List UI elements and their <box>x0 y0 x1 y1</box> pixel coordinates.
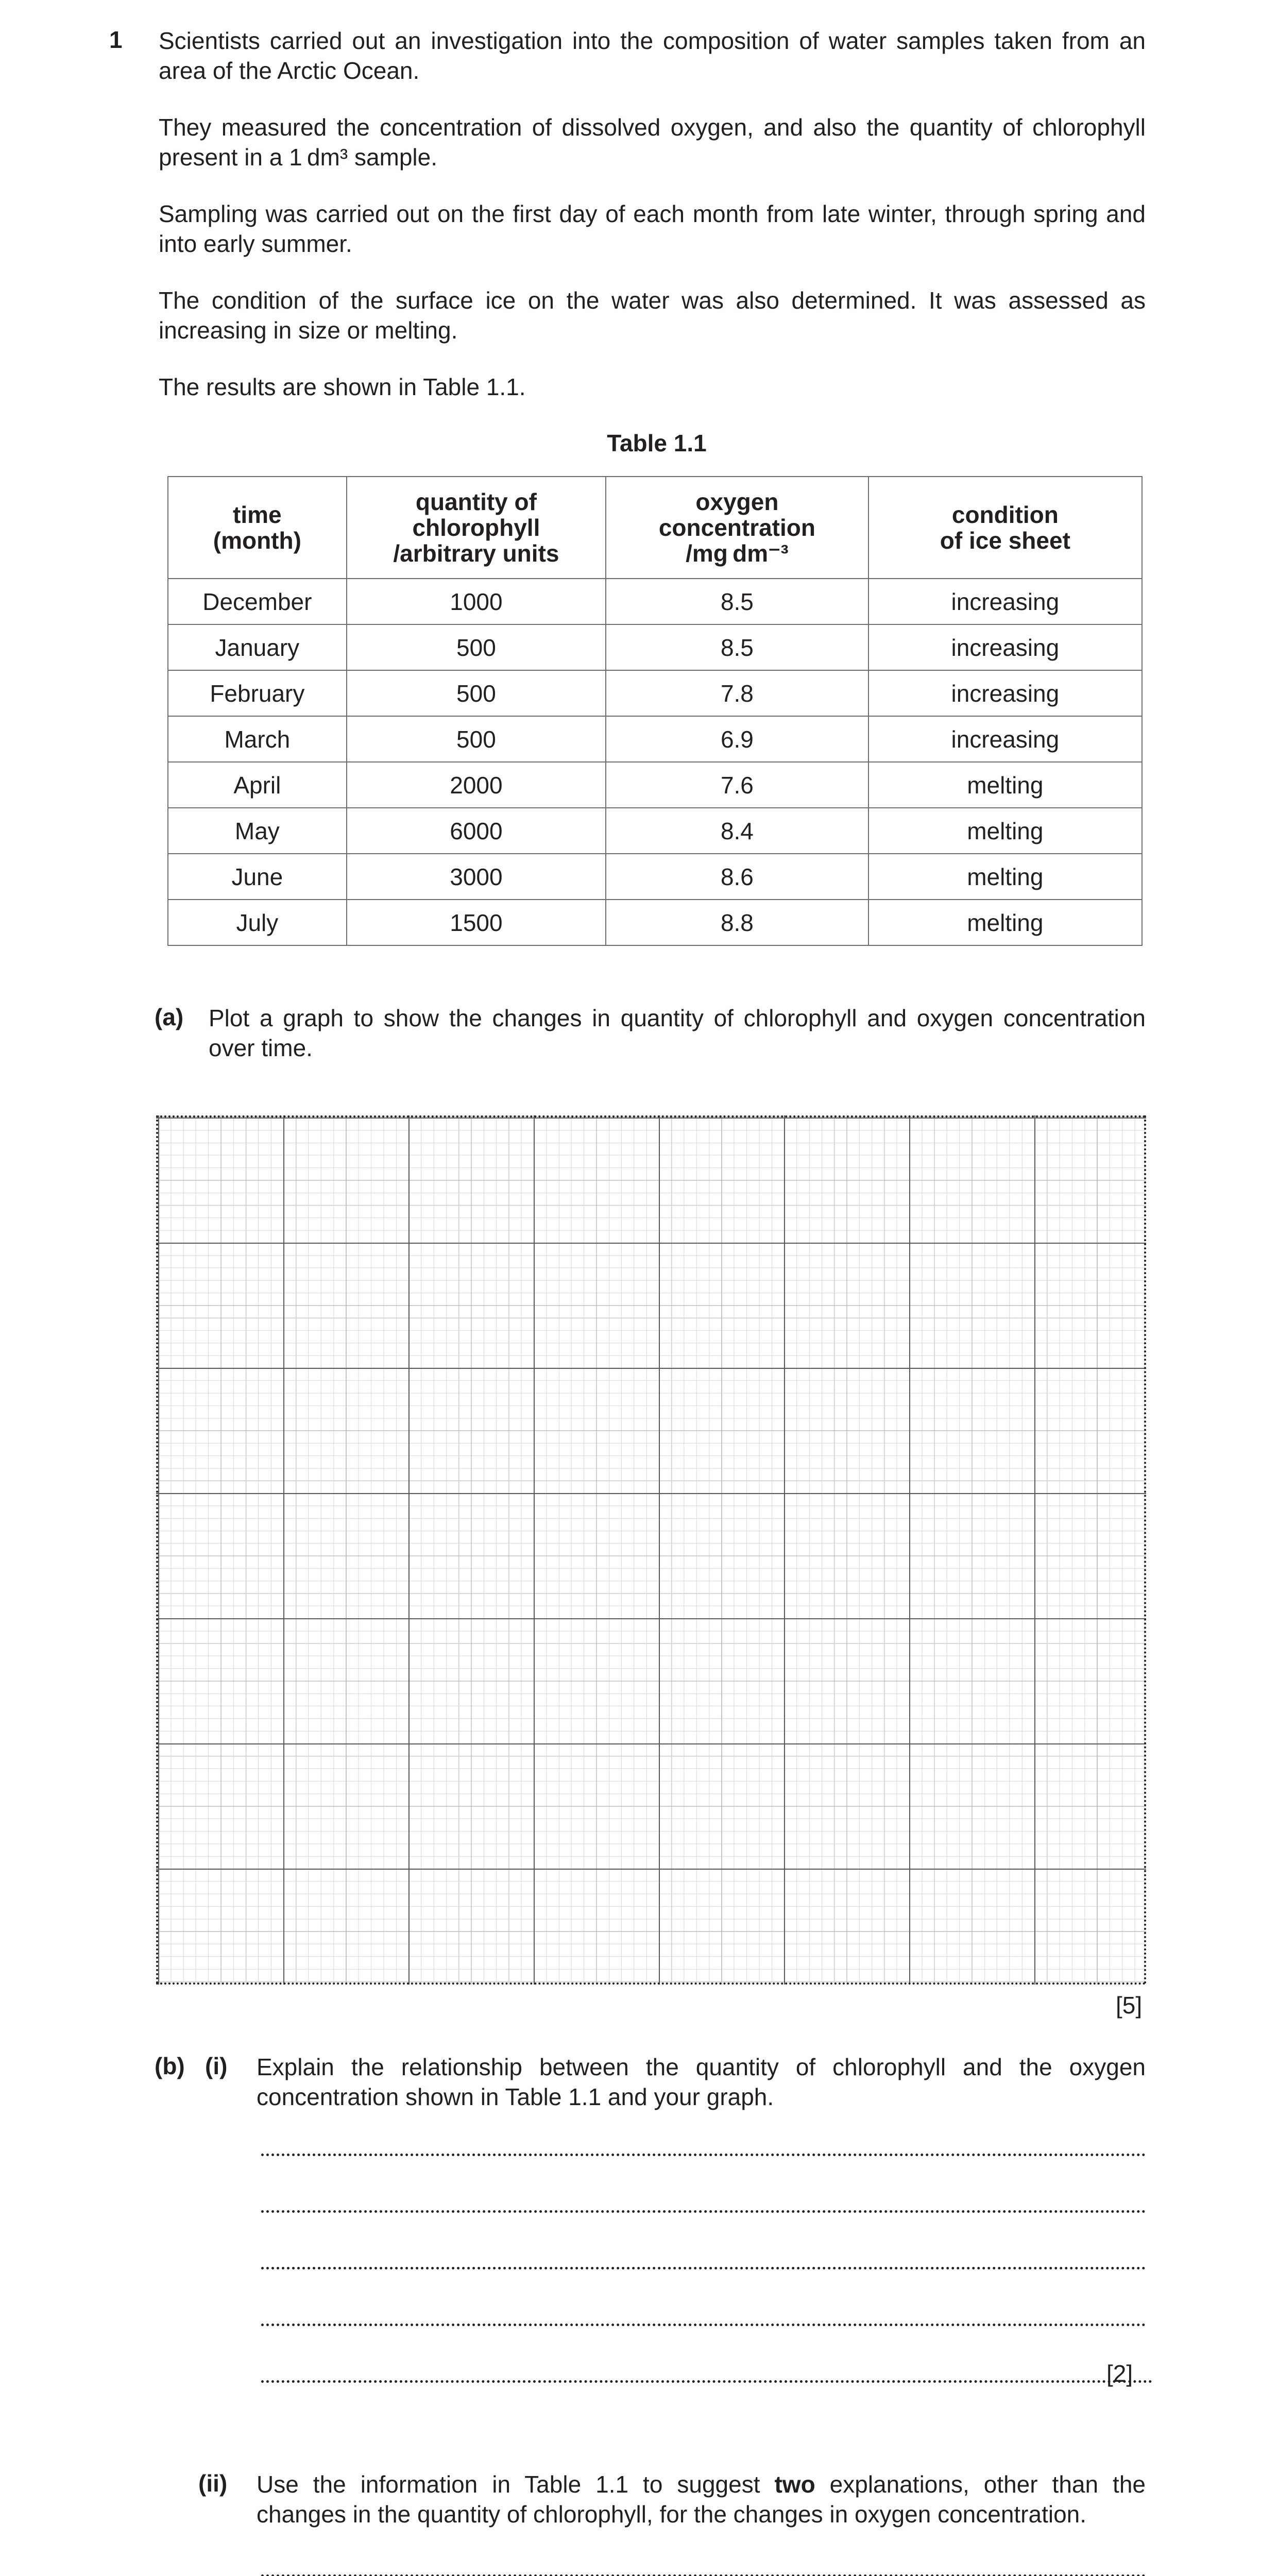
part-b-ii-label: (ii) <box>198 2470 228 2497</box>
cell-oxygen: 8.6 <box>606 854 868 900</box>
cell-ice: increasing <box>868 624 1142 670</box>
answer-line[interactable] <box>261 2154 1146 2156</box>
cell-chlorophyll: 3000 <box>347 854 606 900</box>
table-row <box>168 716 1142 762</box>
answer-line[interactable] <box>261 2380 1152 2383</box>
answer-line[interactable] <box>261 2324 1146 2326</box>
header-time: time (month) <box>168 477 347 579</box>
table-caption: Table 1.1 <box>607 430 707 456</box>
table-row <box>168 854 1142 900</box>
header-ice-condition: condition of ice sheet <box>868 477 1142 579</box>
cell-ice: increasing <box>868 716 1142 762</box>
cell-month: May <box>168 808 347 854</box>
answer-line[interactable] <box>261 2267 1146 2269</box>
cell-chlorophyll: 2000 <box>347 762 606 808</box>
results-table <box>167 476 1143 946</box>
cell-month: July <box>168 900 347 945</box>
cell-ice: melting <box>868 854 1142 900</box>
cell-month: April <box>168 762 347 808</box>
table-row <box>168 624 1142 670</box>
cell-oxygen: 7.6 <box>606 762 868 808</box>
cell-oxygen: 6.9 <box>606 716 868 762</box>
intro-paragraph-1: Scientists carried out an investigation into the composition of water samples taken from an area of the Arctic Ocean. <box>159 27 1146 84</box>
table-row <box>168 762 1142 808</box>
table-row <box>168 670 1142 716</box>
intro-paragraph-4: The condition of the surface ice on the water was also determined. It was assessed as increasing in size or melting. <box>159 287 1146 344</box>
intro-paragraph-2: They measured the concentration of dissolved oxygen, and also the quantity of chlorophyll present in a 1 dm³ sample. <box>159 114 1146 171</box>
part-b-ii-text: Use the information in Table 1.1 to suggest two explanations, other than the changes in the quantity of chlorophyll, for the changes in oxygen concentration. <box>257 2471 1146 2528</box>
cell-oxygen: 8.8 <box>606 900 868 945</box>
cell-ice: melting <box>868 762 1142 808</box>
answer-line[interactable] <box>261 2210 1146 2213</box>
cell-chlorophyll: 6000 <box>347 808 606 854</box>
intro-paragraph-3: Sampling was carried out on the first day of each month from late winter, through spring and into early summer. <box>159 200 1146 257</box>
table-row <box>168 579 1142 624</box>
question-number: 1 <box>109 26 123 53</box>
cell-month: December <box>168 579 347 624</box>
part-b-i-label: (i) <box>205 2053 228 2079</box>
cell-month: February <box>168 670 347 716</box>
cell-chlorophyll: 500 <box>347 716 606 762</box>
header-chlorophyll: quantity of chlorophyll /arbitrary units <box>347 477 606 579</box>
cell-ice: melting <box>868 900 1142 945</box>
intro-paragraph-5: The results are shown in Table 1.1. <box>159 374 526 400</box>
table-row <box>168 900 1142 945</box>
part-a-marks: [5] <box>1116 1992 1143 2019</box>
cell-chlorophyll: 1500 <box>347 900 606 945</box>
cell-ice: increasing <box>868 670 1142 716</box>
cell-oxygen: 8.5 <box>606 624 868 670</box>
cell-chlorophyll: 1000 <box>347 579 606 624</box>
cell-oxygen: 7.8 <box>606 670 868 716</box>
table-row <box>168 808 1142 854</box>
cell-month: June <box>168 854 347 900</box>
part-a-text: Plot a graph to show the changes in quantity of chlorophyll and oxygen concentration over time. <box>209 1005 1146 1061</box>
cell-month: January <box>168 624 347 670</box>
cell-ice: increasing <box>868 579 1142 624</box>
cell-chlorophyll: 500 <box>347 670 606 716</box>
part-b-i-marks: [2] <box>1106 2360 1133 2387</box>
cell-oxygen: 8.5 <box>606 579 868 624</box>
graph-paper-grid[interactable] <box>156 1115 1146 1985</box>
part-b-i-text: Explain the relationship between the quantity of chlorophyll and the oxygen concentration shown in Table 1.1 and your graph. <box>257 2054 1146 2110</box>
cell-month: March <box>168 716 347 762</box>
cell-ice: melting <box>868 808 1142 854</box>
cell-chlorophyll: 500 <box>347 624 606 670</box>
cell-oxygen: 8.4 <box>606 808 868 854</box>
part-b-label: (b) <box>155 2053 185 2079</box>
table-header-row <box>168 477 1142 579</box>
part-a-label: (a) <box>155 1004 184 1030</box>
header-oxygen: oxygen concentration /mg dm⁻³ <box>606 477 868 579</box>
